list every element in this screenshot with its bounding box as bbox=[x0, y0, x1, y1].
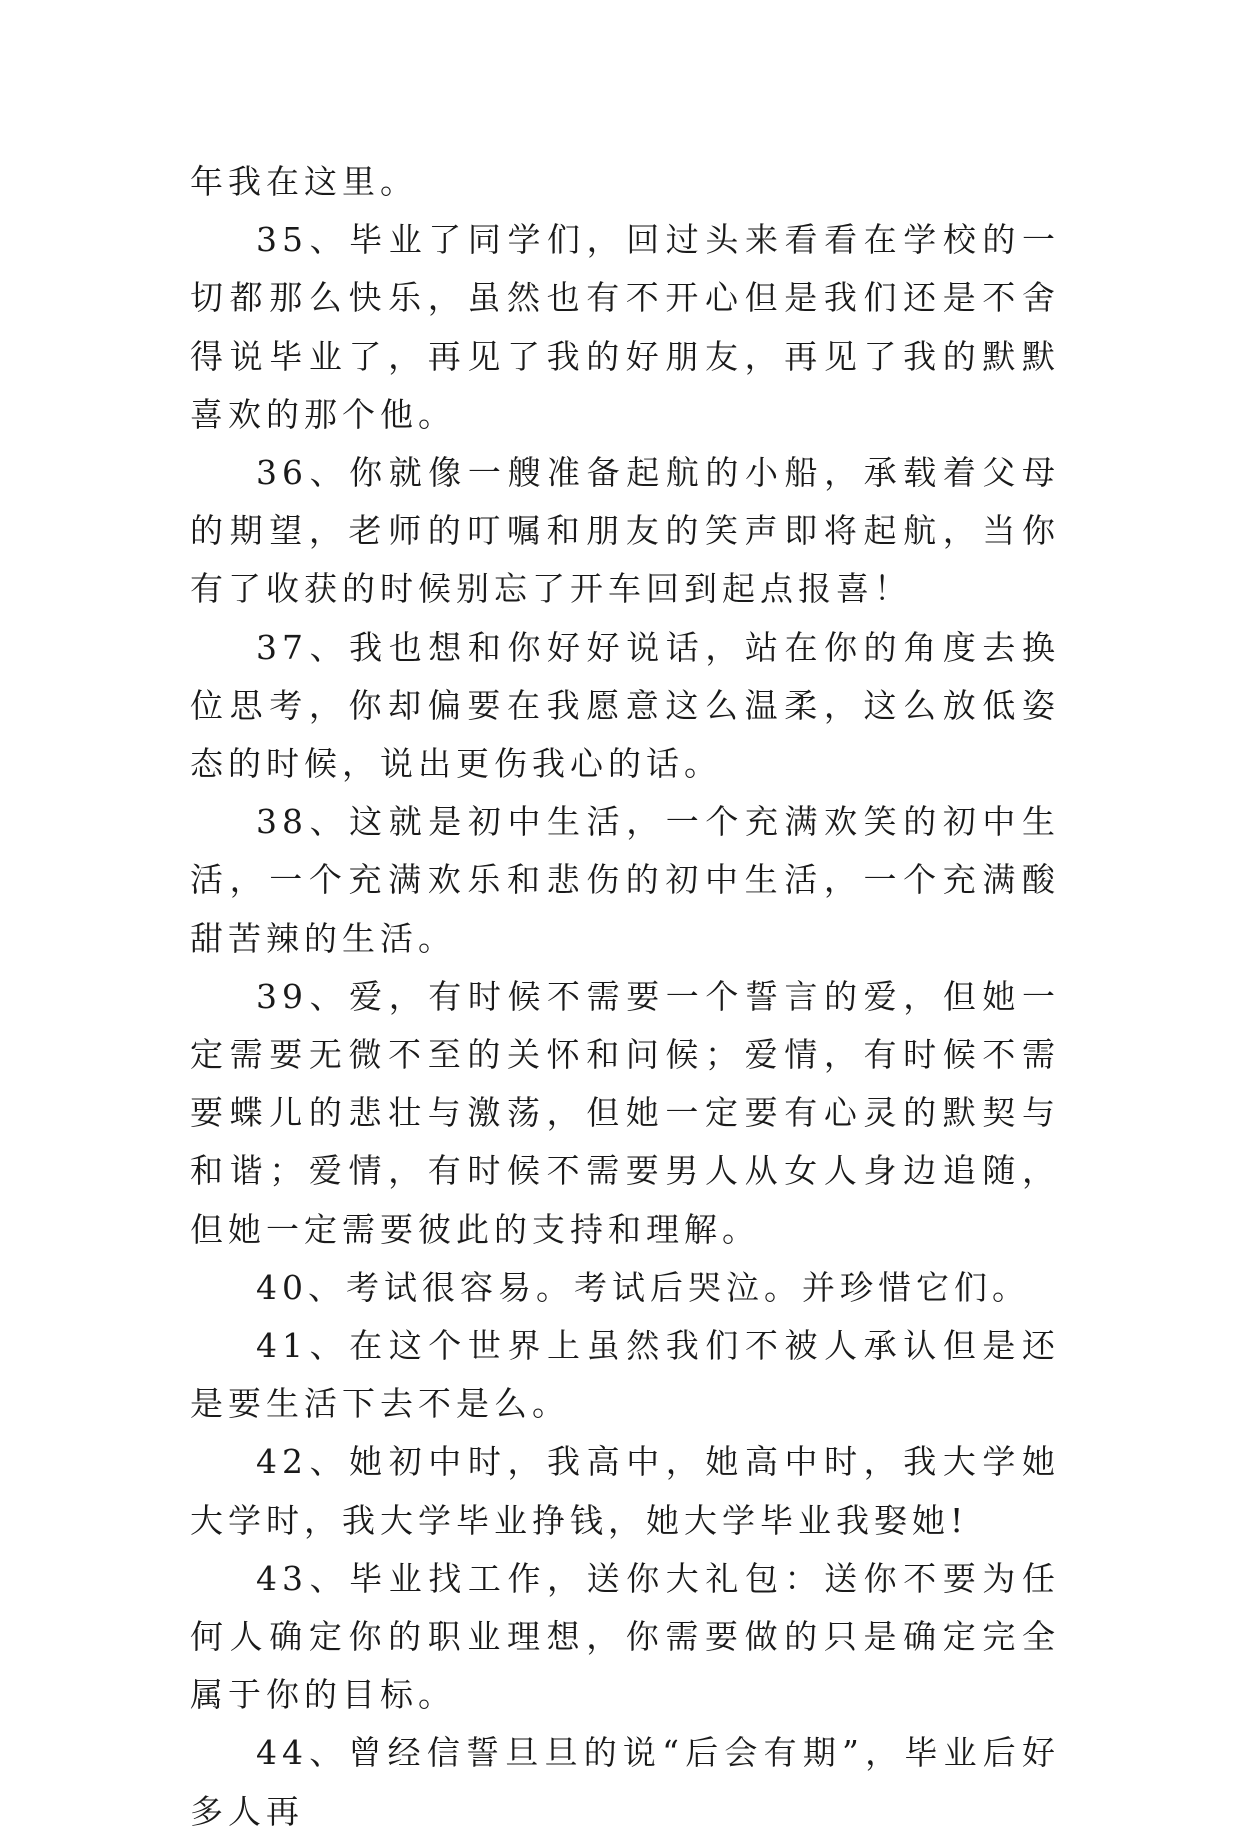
paragraph-44: 44、曾经信誓旦旦的说“后会有期”，毕业后好多人再 bbox=[190, 1733, 1060, 1831]
paragraph-38: 38、这就是初中生活，一个充满欢笑的初中生活，一个充满欢乐和悲伤的初中生活，一个充满酸甜苦辣的生活。 bbox=[190, 802, 1060, 958]
paragraph-40: 40、考试很容易。考试后哭泣。并珍惜它们。 bbox=[256, 1267, 1030, 1307]
paragraph-41: 41、在这个世界上虽然我们不被人承认但是还是要生活下去不是么。 bbox=[190, 1326, 1060, 1424]
paragraph-42: 42、她初中时，我高中，她高中时，我大学她大学时，我大学毕业挣钱，她大学毕业我娶她! bbox=[190, 1442, 1060, 1540]
paragraph-39: 39、爱，有时候不需要一个誓言的爱，但她一定需要无微不至的关怀和问候；爱情，有时候不需要蝶儿的悲壮与激荡，但她一定要有心灵的默契与和谐；爱情，有时候不需要男人从女人身边追随，但她一定需要彼此的支持和理解。 bbox=[190, 976, 1060, 1249]
paragraph-continuation: 年我在这里。 bbox=[190, 162, 418, 201]
paragraph-37: 37、我也想和你好好说话，站在你的角度去换位思考，你却偏要在我愿意这么温柔，这么放低姿态的时候，说出更伤我心的话。 bbox=[190, 627, 1060, 784]
document-body bbox=[190, 153, 1060, 1841]
paragraph-35: 35、毕业了同学们，回过头来看看在学校的一切都那么快乐，虽然也有不开心但是我们还是不舍得说毕业了，再见了我的好朋友，再见了我的默默喜欢的那个他。 bbox=[190, 220, 1060, 434]
paragraph-36: 36、你就像一艘准备起航的小船，承载着父母的期望，老师的叮嘱和朋友的笑声即将起航，当你有了收获的时候别忘了开车回到起点报喜！ bbox=[190, 453, 1060, 609]
paragraph-43: 43、毕业找工作，送你大礼包：送你不要为任何人确定你的职业理想，你需要做的只是确定完全属于你的目标。 bbox=[190, 1558, 1060, 1715]
